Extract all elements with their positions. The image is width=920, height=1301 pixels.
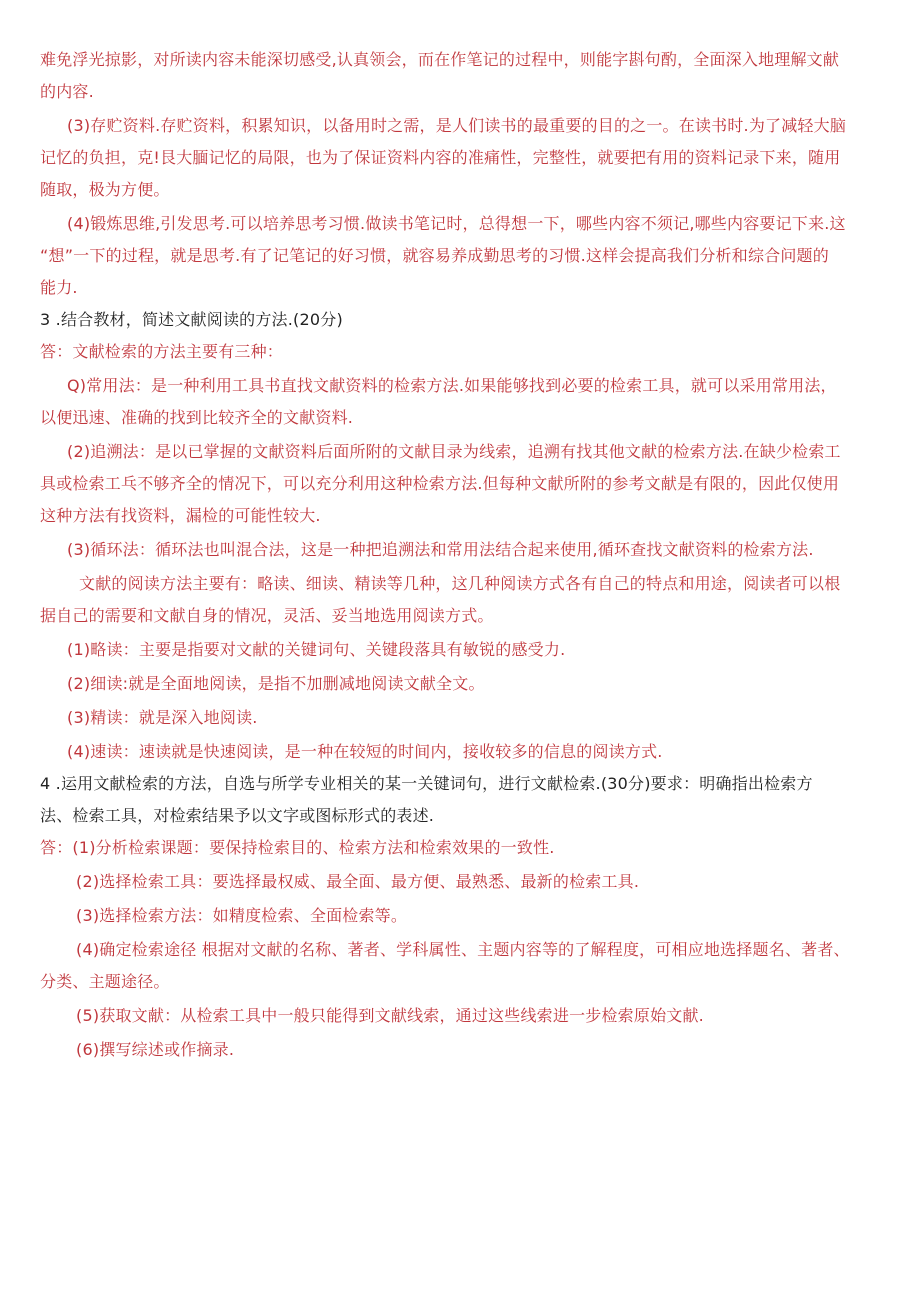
text-line-8: 能力. bbox=[40, 278, 78, 297]
text-line-5: 随取，极为方便。 bbox=[40, 180, 170, 199]
text-line-12: 以便迅速、准确的找到比较齐全的文献资料. bbox=[40, 408, 354, 427]
document-page bbox=[40, 44, 882, 1066]
text-line-19: (1)略读：主要是指要对文献的关键词句、关键段落具有敏锐的感受力. bbox=[67, 640, 566, 659]
answer-3-intro: 答：文献检索的方法主要有三种： bbox=[40, 342, 284, 361]
text-line-15: 这种方法有找资料，漏检的可能性较大. bbox=[40, 506, 321, 525]
text-line-14: 具或检索工乓不够齐全的情况下，可以充分利用这种检索方法.但每种文献所附的参考文献是有限的，因此仅使用 bbox=[40, 474, 840, 493]
text-line-4: 记忆的负担，克!艮大腼记忆的局限，也为了保证资料内容的准痛性，完整性，就要把有用的资料记录下来，随用 bbox=[40, 148, 841, 167]
text-line-3: (3)存贮资料.存贮资料，积累知识，以备用时之需，是人们读书的最重要的目的之一。在读书时.为了减轻大脑 bbox=[67, 116, 847, 135]
text-line-20: (2)细读:就是全面地阅读，是指不加删减地阅读文献全文。 bbox=[67, 674, 485, 693]
text-line-16: (3)循环法：循环法也叫混合法，这是一种把追溯法和常用法结合起来使用,循环查找文献资料的检索方法. bbox=[67, 540, 814, 559]
text-line-29: 分类、主题途径。 bbox=[40, 972, 170, 991]
question-4-heading-cont: 法、检索工具，对检索结果予以文字或图标形式的表述. bbox=[40, 806, 435, 825]
text-line-28: (4)确定检索途径 根据对文献的名称、著者、学科属性、主题内容等的了解程度，可相应地选择题名、著者、 bbox=[76, 940, 850, 959]
text-line-18: 据自己的需要和文献自身的情况，灵活、妥当地选用阅读方式。 bbox=[40, 606, 494, 625]
text-line-13: (2)追溯法：是以已掌握的文献资料后面所附的文献目录为线索，追溯有找其他文献的检索方法.在缺少检索工 bbox=[67, 442, 841, 461]
answer-4-intro: 答：(1)分析检索课题：要保持检索目的、检索方法和检索效果的一致性. bbox=[40, 838, 555, 857]
text-line-31: (6)撰写综述或作摘录. bbox=[76, 1040, 235, 1059]
text-line-7: “想”一下的过程，就是思考.有了记笔记的好习惯，就容易养成勤思考的习惯.这样会提高我们分析和综合问题的 bbox=[40, 246, 829, 265]
text-line-6: (4)锻炼思维,引发思考.可以培养思考习惯.做读书笔记时，总得想一下，哪些内容不须记,哪些内容要记下来.这 bbox=[67, 214, 846, 233]
text-line-22: (4)速读：速读就是快速阅读，是一种在较短的时间内，接收较多的信息的阅读方式. bbox=[67, 742, 663, 761]
text-line-1: 难免浮光掠影，对所读内容未能深切感受,认真领会，而在作笔记的过程中，则能字斟句酌，全面深入地理解文献 bbox=[40, 50, 840, 69]
text-line-26: (2)选择检索工具：要选择最权威、最全面、最方便、最熟悉、最新的检索工具. bbox=[76, 872, 640, 891]
text-line-30: (5)获取文献：从检索工具中一般只能得到文献线索，通过这些线索进一步检索原始文献. bbox=[76, 1006, 704, 1025]
text-line-11: Q)常用法：是一种利用工具书直找文献资料的检索方法.如果能够找到必要的检索工具，就可以采用常用法， bbox=[67, 376, 837, 395]
text-line-17: 文献的阅读方法主要有：略读、细读、精读等几种，这几种阅读方式各有自己的特点和用途，阅读者可以根 bbox=[79, 574, 841, 593]
text-line-2: 的内容. bbox=[40, 82, 94, 101]
question-4-heading: 4 .运用文献检索的方法，自选与所学专业相关的某一关键词句，进行文献检索.(30分)要求：明确指出检索方 bbox=[40, 774, 813, 793]
question-3-heading: 3 .结合教材，简述文献阅读的方法.(20分) bbox=[40, 310, 343, 329]
text-line-27: (3)选择检索方法：如精度检索、全面检索等。 bbox=[76, 906, 408, 925]
text-line-21: (3)精读：就是深入地阅读. bbox=[67, 708, 258, 727]
